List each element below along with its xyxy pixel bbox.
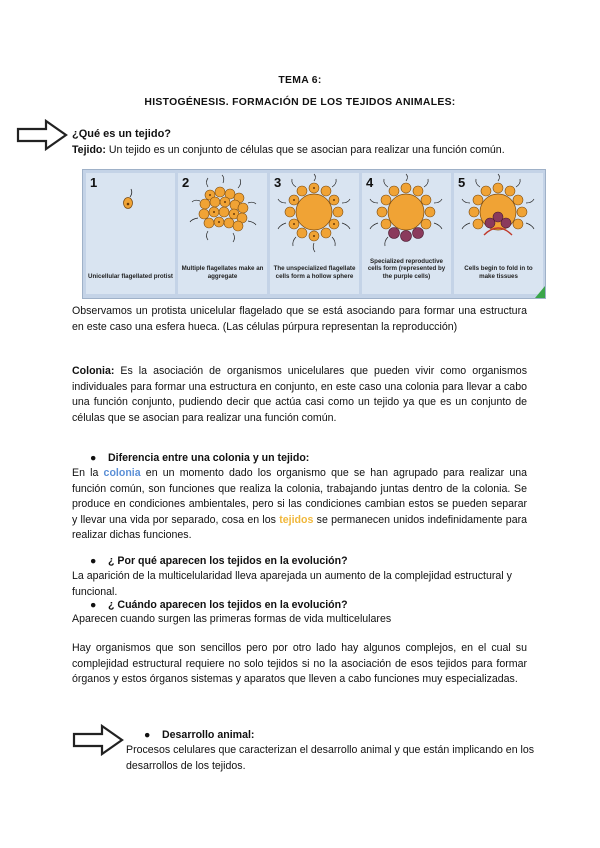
- tema-heading: TEMA 6:: [278, 75, 322, 86]
- cuando-paragraph: Aparecen cuando surgen las primeras formas de vida multicelulares: [72, 613, 392, 625]
- desarrollo-paragraph: Procesos celulares que caracterizan el desarrollo animal y que están implicando en los desarrollos de los tejidos.: [126, 744, 535, 772]
- panel-number: 2: [182, 175, 190, 190]
- figure-description: Observamos un protista unicelular flagelado que se está asociando para formar una estructura en este caso una esfera hueca. (Las células púrpura representan la reproducción): [72, 305, 527, 333]
- panel-number: 3: [274, 175, 282, 190]
- bullet-desarrollo: ● Desarrollo animal:: [144, 729, 255, 741]
- panel-caption: Unicellular flagellated protist: [88, 272, 173, 280]
- panel-caption: Specialized reproductive cells form (represented by the purple cells): [367, 257, 446, 280]
- tejido-definition: [72, 143, 552, 159]
- colonia-label: Colonia:: [72, 365, 115, 377]
- tejido-text: Un tejido es un conjunto de células que se asocian para realizar una función común.: [105, 144, 505, 156]
- arrow-right-icon: [16, 119, 68, 151]
- colonia-text: Es la asociación de organismos unicelulares que pueden vivir como organismos individuales para formar una estructura en conjunto, en este caso una colonia para llevar a cabo una función conjunto, pudiendo decir que actúa casi como un tejido ya que es un conjunto de células que se asocian para realizar una función común.: [72, 365, 527, 424]
- bullet-diferencia: ● Diferencia entre una colonia y un tejido:: [90, 452, 310, 464]
- colonia-definition: [72, 364, 527, 426]
- bullet-desarrollo-text: Desarrollo animal:: [162, 729, 255, 741]
- diferencia-text-1: En la: [72, 467, 104, 479]
- tejido-label: Tejido:: [72, 144, 106, 156]
- bullet-porque: ● ¿ Por qué aparecen los tejidos en la evolución?: [90, 555, 348, 567]
- colony-figure: [82, 169, 546, 299]
- complejidad-paragraph: Hay organismos que son sencillos pero por otro lado hay algunos complejos, en el cual su complejidad estructural requiere no solo tejidos si no la asociación de esos tejidos para formar órganos y estos órganos sistemas y aparatos que lleven a cabo funciones muy especializadas.: [72, 642, 527, 686]
- figure-panel-4: [362, 173, 451, 294]
- panel-number: 1: [90, 175, 98, 190]
- figure-panel-3: [270, 173, 359, 294]
- panel-caption: The unspecialized flagellate cells form a hollow sphere: [273, 265, 356, 280]
- diferencia-text-3: se permanecen unidos indefinidamente para realizar dichas funciones.: [72, 513, 528, 542]
- panel-number: 4: [366, 175, 374, 190]
- porque-paragraph: La aparición de la multicelularidad lleva aparejada un aumento de la complejidad estructural y funcional.: [72, 570, 512, 598]
- bullet-cuando: ● ¿ Cuándo aparecen los tejidos en la evolución?: [90, 599, 348, 611]
- figure-panel-1: [86, 173, 175, 294]
- panel-caption: Cells begin to fold in to make tissues: [464, 265, 533, 280]
- bullet-diferencia-text: Diferencia entre una colonia y un tejido:: [108, 452, 310, 464]
- tejidos-highlight: tejidos: [279, 513, 314, 526]
- question-heading: ¿Qué es un tejido?: [72, 128, 172, 140]
- figure-panel-5: [454, 173, 543, 294]
- bullet-cuando-text: ¿ Cuándo aparecen los tejidos en la evolución?: [108, 599, 348, 611]
- diferencia-text-2: en un momento dado los organismo que se han agrupado para realizar una función común, son funciones que realiza la colonia, trabajando juntas dentro de la colonia. Se produce en condiciones ambientales, pero si las condiciones cambian estos se pueden separar y llevar una vida por separado, cosa en los: [72, 467, 528, 526]
- corner-marker-icon: [535, 286, 545, 298]
- panel-number: 5: [458, 175, 466, 190]
- diferencia-paragraph: [72, 466, 527, 544]
- page-title: HISTOGÉNESIS. FORMACIÓN DE LOS TEJIDOS ANIMALES:: [144, 97, 456, 108]
- figure-panel-2: [178, 173, 267, 294]
- bullet-porque-text: ¿ Por qué aparecen los tejidos en la evolución?: [108, 555, 348, 567]
- colonia-highlight: colonia: [103, 467, 141, 479]
- arrow-right-icon: [72, 724, 124, 756]
- panel-caption: Multiple flagellates make an aggregate: [181, 265, 264, 280]
